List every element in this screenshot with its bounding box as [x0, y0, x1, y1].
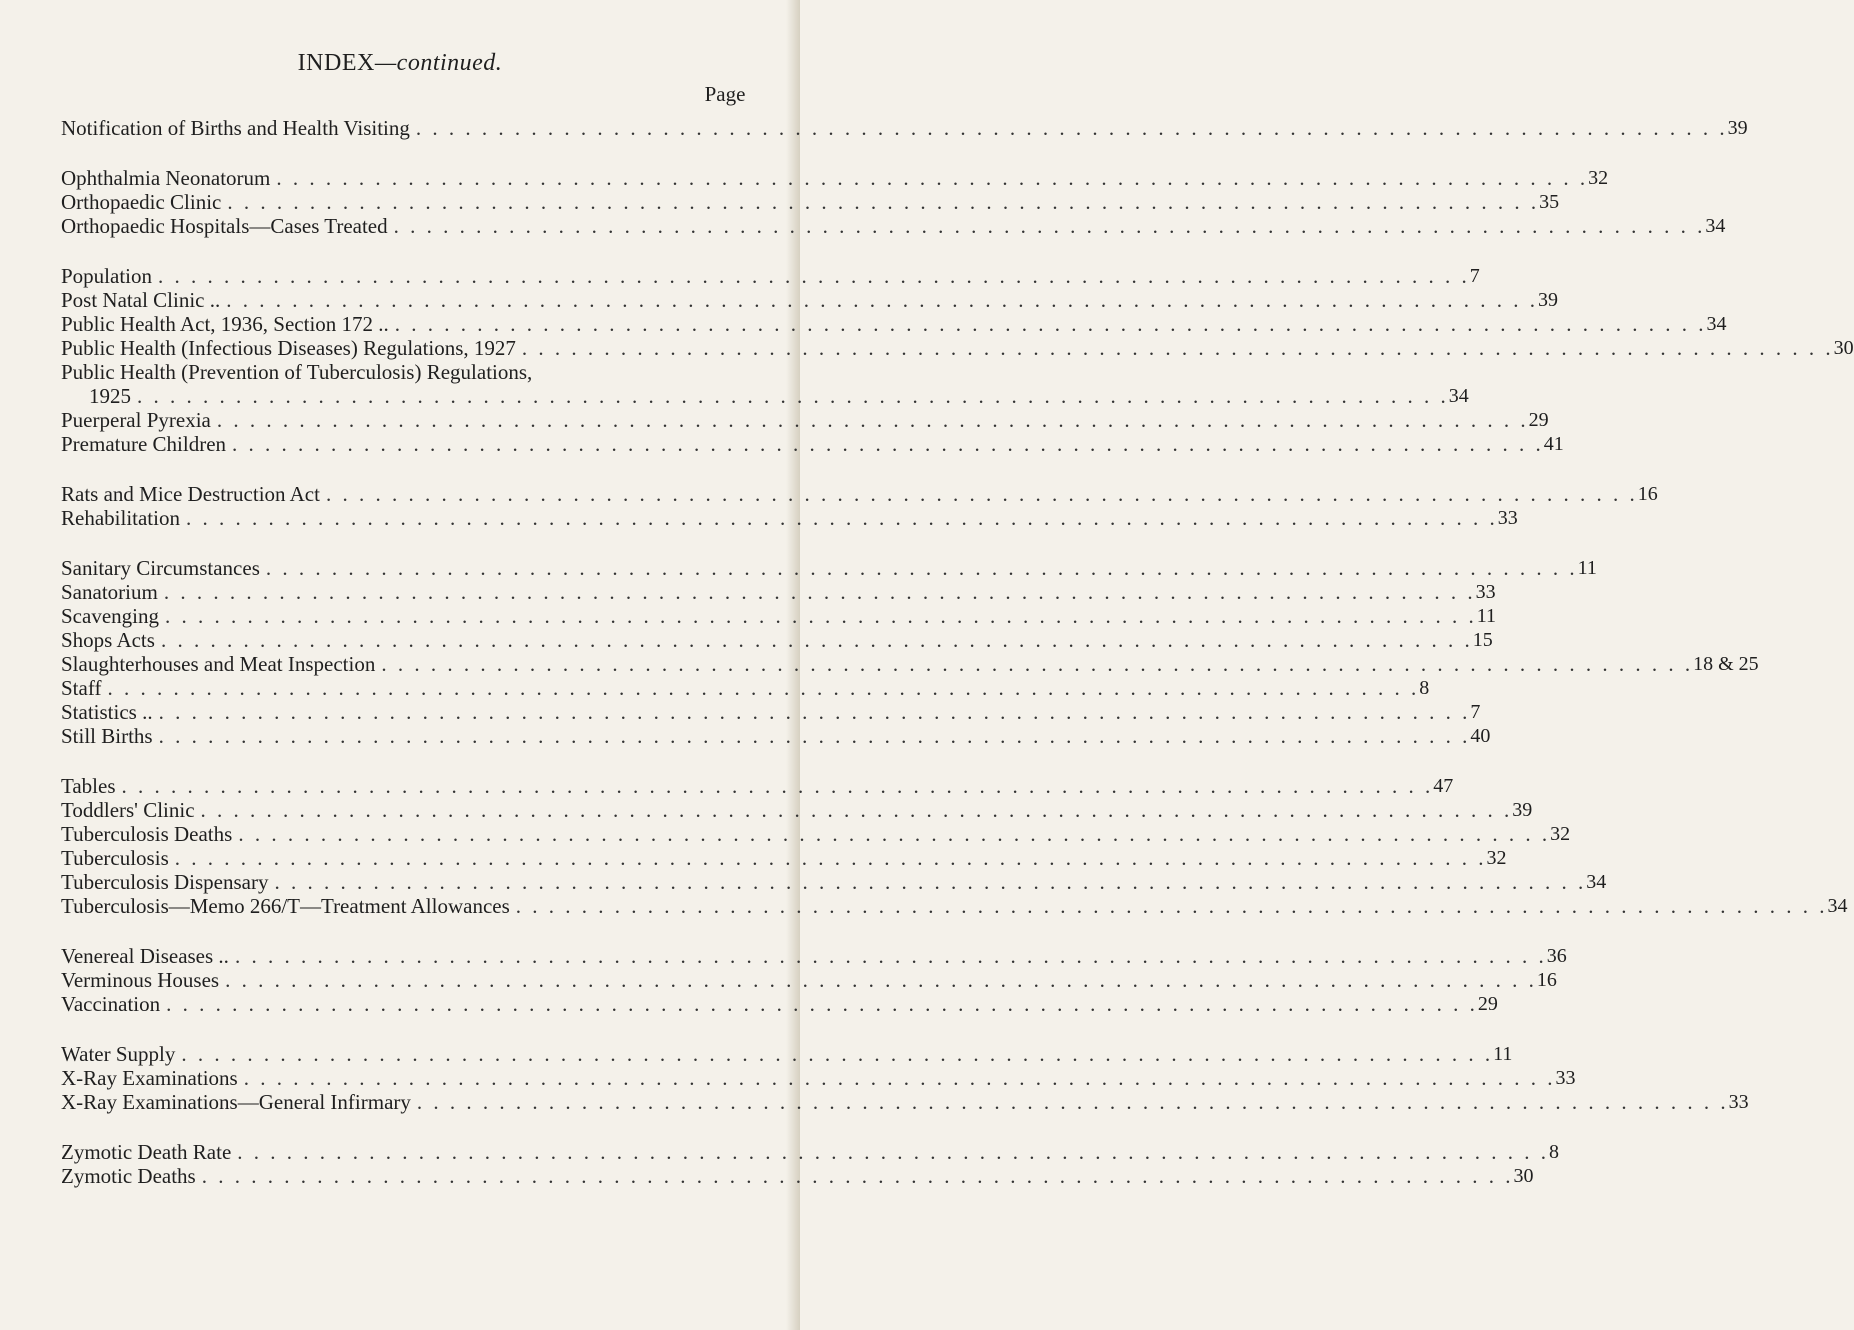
entry-label: Tuberculosis — [61, 846, 169, 870]
index-entry — [61, 652, 1759, 676]
entry-label: Toddlers' Clinic — [61, 798, 195, 822]
entry-page-number: 39 — [1512, 799, 1533, 821]
index-entry — [61, 556, 1597, 580]
entry-label: Verminous Houses — [61, 968, 220, 992]
entry-label: Puerperal Pyrexia — [61, 408, 211, 432]
entry-label-continued: 1925 — [89, 384, 131, 408]
index-group — [61, 944, 1567, 1016]
dot-leader — [160, 992, 1478, 1016]
entry-page-number: 32 — [1550, 823, 1571, 845]
entry-page-number: 34 — [1586, 871, 1607, 893]
entry-label: Venereal Diseases .. — [61, 944, 229, 968]
dot-leader — [131, 384, 1449, 408]
index-entry — [61, 724, 1491, 748]
index-group — [61, 482, 1658, 530]
entry-page-number: 34 — [1448, 385, 1469, 407]
dot-leader — [180, 506, 1498, 530]
entry-label: Public Health Act, 1936, Section 172 .. — [61, 312, 389, 336]
dot-leader — [516, 336, 1834, 360]
index-entry — [61, 628, 1493, 652]
dot-leader — [169, 846, 1487, 870]
title-continued: —continued. — [374, 50, 503, 76]
index-group — [61, 264, 1854, 456]
dot-leader — [159, 604, 1477, 628]
dot-leader — [229, 944, 1547, 968]
index-group — [61, 774, 1848, 918]
entry-label: Public Health (Infectious Diseases) Regulations, 1927 — [61, 336, 516, 360]
entry-page-number: 34 — [1705, 215, 1726, 237]
entry-page-number: 33 — [1475, 581, 1496, 603]
index-entry — [61, 992, 1498, 1016]
dot-leader — [410, 116, 1728, 140]
index-entry — [61, 870, 1607, 894]
entry-page-number: 34 — [1706, 313, 1727, 335]
entry-page-number: 39 — [1538, 289, 1558, 311]
dot-leader — [116, 774, 1434, 798]
index-entry — [61, 1164, 1534, 1188]
entry-label: Slaughterhouses and Meat Inspection — [61, 652, 376, 676]
entry-label: Shops Acts — [61, 628, 155, 652]
dot-leader — [232, 822, 1550, 846]
dot-leader — [388, 214, 1706, 238]
dot-leader — [152, 264, 1470, 288]
index-entries — [61, 116, 1854, 1214]
entry-label: Rats and Mice Destruction Act — [61, 482, 320, 506]
dot-leader — [226, 432, 1544, 456]
dot-leader — [270, 166, 1588, 190]
entry-label: Notification of Births and Health Visiting — [61, 116, 410, 140]
index-entry — [61, 968, 1557, 992]
entry-page-number: 35 — [1539, 191, 1560, 213]
entry-label: X-Ray Examinations—General Infirmary — [61, 1090, 411, 1114]
index-entry — [61, 214, 1726, 238]
index-entry — [61, 408, 1549, 432]
index-entry — [61, 264, 1480, 288]
index-entry — [61, 700, 1481, 724]
entry-page-number: 15 — [1472, 629, 1493, 651]
index-entry — [61, 676, 1430, 700]
entry-page-number: 40 — [1470, 725, 1491, 747]
index-entry — [61, 1066, 1576, 1090]
dot-leader — [153, 724, 1471, 748]
entry-page-number: 30 — [1513, 1165, 1534, 1187]
entry-page-number: 11 — [1577, 557, 1597, 579]
entry-label: Vaccination — [61, 992, 161, 1016]
dot-leader — [211, 408, 1529, 432]
dot-leader — [411, 1090, 1729, 1114]
entry-label: Tuberculosis Deaths — [61, 822, 233, 846]
index-entry — [61, 166, 1609, 190]
entry-label: Still Births — [61, 724, 153, 748]
entry-label: Orthopaedic Clinic — [61, 190, 222, 214]
entry-label: Scavenging — [61, 604, 159, 628]
index-group — [61, 1140, 1560, 1188]
title-main: INDEX — [297, 50, 375, 76]
entry-page-number: 30 — [1833, 337, 1854, 359]
index-entry — [61, 846, 1507, 870]
entry-page-number: 16 — [1637, 483, 1658, 505]
dot-leader — [320, 482, 1638, 506]
index-entry — [61, 360, 1469, 408]
page-column-header: Page — [704, 82, 746, 106]
index-entry — [61, 822, 1571, 846]
index-group — [61, 166, 1726, 238]
entry-label: X-Ray Examinations — [61, 1066, 238, 1090]
dot-leader — [101, 676, 1419, 700]
entry-page-number: 8 — [1419, 677, 1430, 699]
dot-leader — [175, 1042, 1493, 1066]
index-entry — [61, 506, 1518, 530]
entry-label: Statistics .. — [61, 700, 153, 724]
index-entry — [61, 432, 1564, 456]
entry-label: Post Natal Clinic .. — [61, 288, 221, 312]
entry-page-number: 32 — [1486, 847, 1507, 869]
index-group — [61, 556, 1759, 748]
page-title — [0, 50, 800, 77]
entry-page-number: 33 — [1728, 1091, 1749, 1113]
entry-page-number: 18 & 25 — [1693, 653, 1759, 675]
dot-leader — [389, 312, 1707, 336]
index-entry — [61, 336, 1854, 360]
entry-label: Orthopaedic Hospitals—Cases Treated — [61, 214, 388, 238]
entry-page-number: 8 — [1549, 1141, 1560, 1163]
entry-label: Water Supply — [61, 1042, 176, 1066]
dot-leader — [219, 968, 1537, 992]
entry-label: Public Health (Prevention of Tuberculosis) Regulations, — [61, 360, 533, 384]
index-entry — [61, 1140, 1560, 1164]
index-group — [61, 116, 1748, 140]
index-entry — [61, 482, 1658, 506]
dot-leader — [158, 580, 1476, 604]
entry-page-number: 29 — [1528, 409, 1549, 431]
entry-page-number: 33 — [1497, 507, 1518, 529]
entry-page-number: 34 — [1827, 895, 1848, 917]
entry-label: Premature Children — [61, 432, 227, 456]
dot-leader — [220, 288, 1538, 312]
entry-page-number: 7 — [1470, 701, 1481, 723]
dot-leader — [153, 700, 1471, 724]
dot-leader — [260, 556, 1578, 580]
index-entry — [61, 774, 1454, 798]
index-entry — [61, 944, 1567, 968]
entry-label: Rehabilitation — [61, 506, 180, 530]
index-entry — [61, 604, 1496, 628]
entry-label: Tuberculosis—Memo 266/T—Treatment Allowances — [61, 894, 510, 918]
entry-label: Sanatorium — [61, 580, 158, 604]
dot-leader — [268, 870, 1586, 894]
index-entry — [61, 894, 1848, 918]
dot-leader — [196, 1164, 1514, 1188]
index-entry — [61, 312, 1727, 336]
index-entry — [61, 116, 1748, 140]
entry-label: Tuberculosis Dispensary — [61, 870, 269, 894]
index-entry — [61, 190, 1560, 214]
entry-label: Staff — [61, 676, 102, 700]
entry-page-number: 36 — [1546, 945, 1567, 967]
entry-label: Population — [61, 264, 153, 288]
index-entry — [61, 288, 1558, 312]
entry-page-number: 32 — [1588, 167, 1609, 189]
dot-leader — [375, 652, 1693, 676]
dot-leader — [155, 628, 1473, 652]
entry-page-number: 7 — [1469, 265, 1480, 287]
entry-page-number: 39 — [1727, 117, 1748, 139]
index-entry — [61, 1042, 1513, 1066]
entry-page-number: 16 — [1536, 969, 1557, 991]
entry-page-number: 29 — [1477, 993, 1498, 1015]
index-entry — [61, 1090, 1749, 1114]
dot-leader — [238, 1066, 1556, 1090]
dot-leader — [195, 798, 1513, 822]
entry-label: Tables — [61, 774, 116, 798]
index-entry — [61, 798, 1533, 822]
dot-leader — [231, 1140, 1549, 1164]
index-group — [61, 1042, 1749, 1114]
entry-page-number: 41 — [1543, 433, 1564, 455]
entry-page-number: 11 — [1476, 605, 1496, 627]
entry-page-number: 47 — [1433, 775, 1454, 797]
entry-label: Zymotic Deaths — [61, 1164, 196, 1188]
entry-page-number: 11 — [1493, 1043, 1513, 1065]
entry-label: Sanitary Circumstances — [61, 556, 260, 580]
index-entry — [61, 580, 1496, 604]
entry-label: Zymotic Death Rate — [61, 1140, 232, 1164]
entry-label: Ophthalmia Neonatorum — [61, 166, 271, 190]
dot-leader — [221, 190, 1539, 214]
dot-leader — [510, 894, 1828, 918]
entry-page-number: 33 — [1555, 1067, 1576, 1089]
